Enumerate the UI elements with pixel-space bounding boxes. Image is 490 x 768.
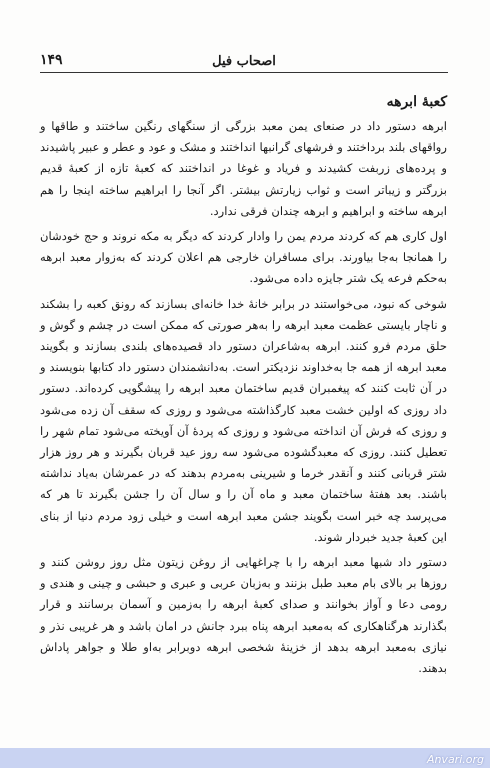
paragraph-1: ابرهه دستور داد در صنعای یمن معبد بزرگی از سنگهای رنگین ساختند و طاقها و رواقهای بلند برداختند و فرشهای گرانبها انداختند و مشک و عود و عطر و عبیر پاشیدند و پرده‌های زربفت کشیدند و فریاد و غوغا در انداختند که کعبهٔ تازه از کعبهٔ قدیم بزرگتر و زیباتر است و ثواب زیارتش بیشتر. اگر آنجا را ابراهیم ساخته اینجا را هم ابرهه ساخته و ابراهیم و ابرهه چندان فرقی ندارد. [40, 119, 447, 218]
page-number: ۱۴۹ [40, 52, 63, 68]
watermark: Anvari.org [426, 753, 484, 766]
paragraph-4: دستور داد شبها معبد ابرهه را با چراغهایی از روغن زیتون مثل روز روشن کنند و روزها بر بالای بام معبد طبل بزنند و به‌زبان عربی و عبری و حبشی و چینی و هندی و رومی دعا و آواز بخوانند و صدای کعبهٔ ابرهه را به‌زمین و آسمان برسانند و قرار بگذارند هرگناهکاری که به‌معبد ابرهه پناه ببرد جانش در امان باشد و هر غریبی نذر و نیازی به‌معبد ابرهه بدهد از خزینهٔ شخصی ابرهه دوبرابر به‌او طلا و جواهر پاداش بدهند. [40, 555, 447, 676]
footer-strip [0, 748, 490, 768]
page-content [40, 94, 447, 683]
section-title: کعبهٔ ابرهه [386, 94, 447, 110]
paragraph-3: شوخی که نبود، می‌خواستند در برابر خانهٔ خدا خانه‌ای بسازند که رونق کعبه را بشکند و ناچار بایستی عظمت معبد ابرهه را به‌هر صورتی که ممکن است در چشم و گوش و حلق مردم فرو کنند. ابرهه به‌شاعران دستور داد قصیده‌های بلندی بسازند و بگویند معبد ابرهه از همه جا به‌خداوند نزدیکتر است. به‌دانشمندان دستور داد کتابها بنویسند و در آن ثابت کنند که پیغمبران قدیم ساختمان معبد ابرهه را پیشگویی کرده‌اند. دستور داد روزی که اولین خشت معبد کارگذاشته می‌شود و روزی که سقف آن زده می‌شود و روزی که فرش آن انداخته می‌شود و روزی که پردهٔ آن آویخته می‌شود تمام شهر را تعطیل کنند. روزی که معبدگشوده می‌شود سه روز عید قربان بگیرند و هر روز هزار شتر قربانی کنند و آنقدر خرما و شیرینی به‌مردم بدهند که در عمرشان به‌یاد نداشته باشند. بعد هفتهٔ ساختمان معبد و ماه آن را و سال آن را جشن بگیرند تا هر که می‌پرسد چه خبر است بگویند جشن معبد ابرهه است و خیلی زود مردم دنیا از بنای این کعبهٔ جدید خبردار شوند. [40, 296, 447, 544]
running-head [40, 52, 448, 72]
paragraph-2: اول کاری هم که کردند مردم یمن را وادار کردند که دیگر به مکه نروند و حج خودشان را همانجا به‌جا بیاورند. برای مسافران خارجی هم اعلان کردند که به‌زوار معبد ابرهه به‌حکم فرعه یک شتر جایزه داده می‌شود. [40, 229, 447, 286]
running-title: اصحاب فیل [212, 54, 276, 69]
header-rule [40, 72, 448, 73]
